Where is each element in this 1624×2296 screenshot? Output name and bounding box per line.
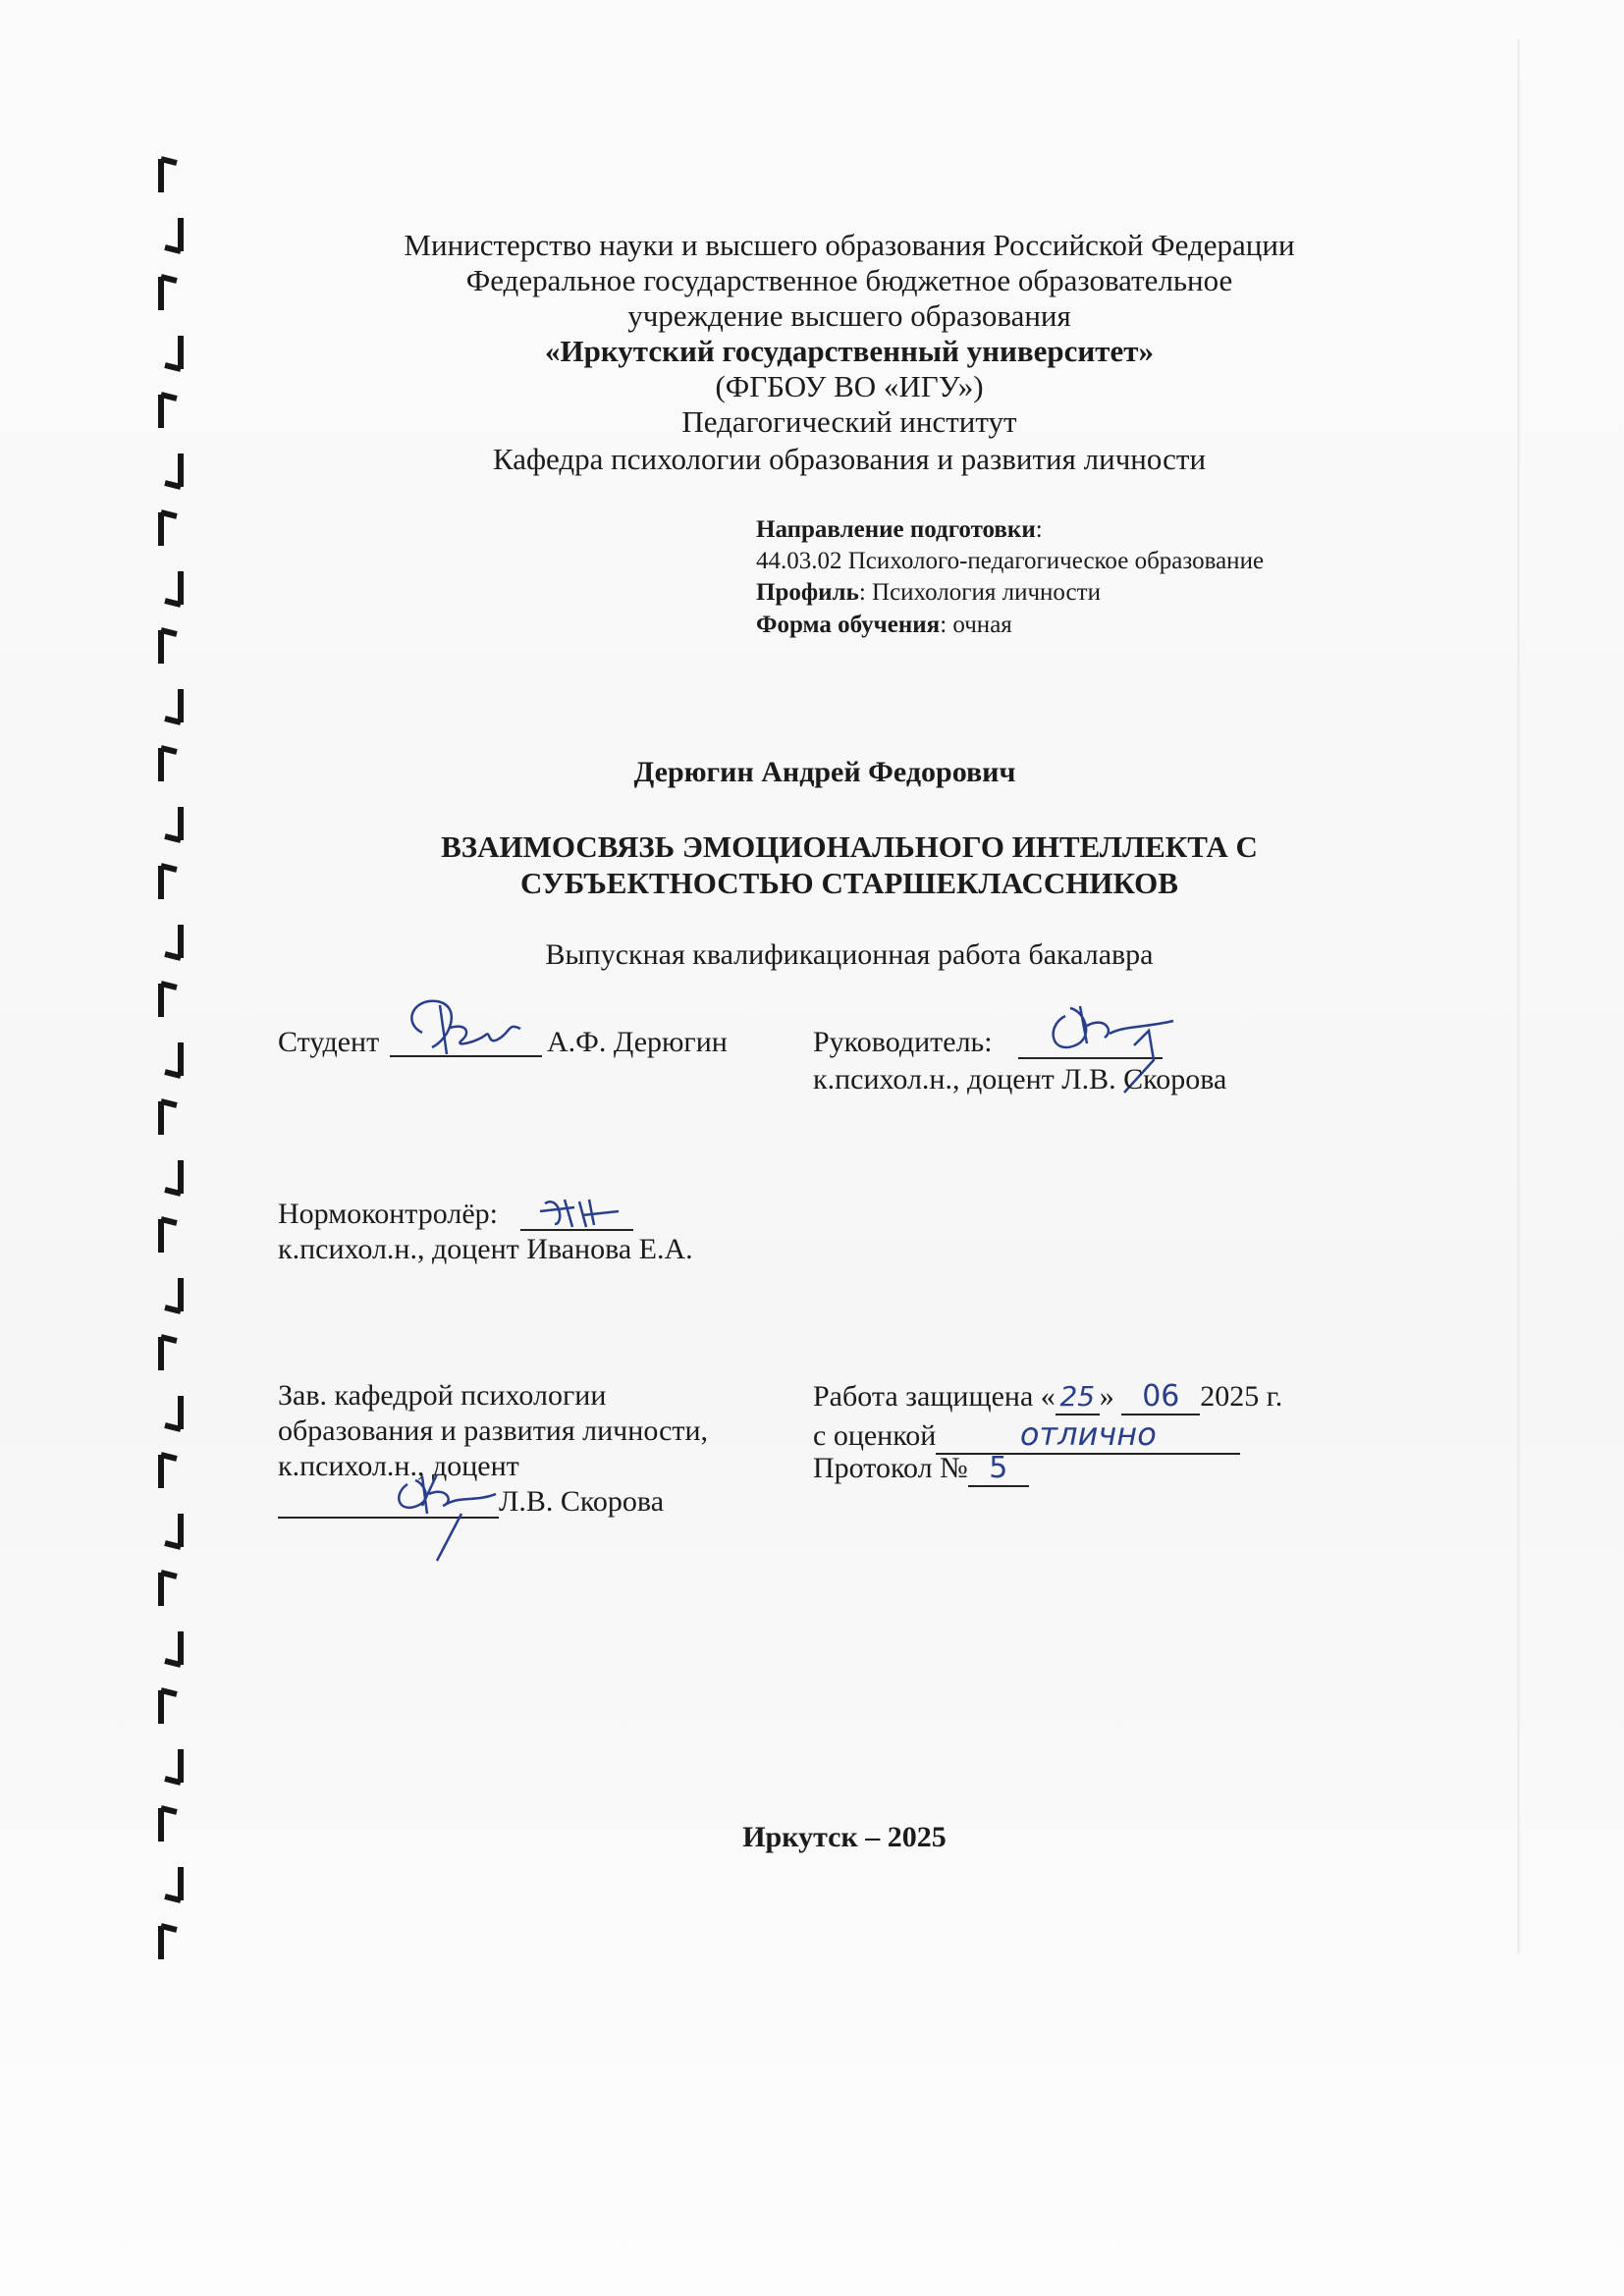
head-signature — [378, 1445, 506, 1563]
binding-ring — [161, 159, 177, 192]
binding-ring — [161, 1926, 177, 1959]
defense-date-mid: » — [1099, 1380, 1114, 1413]
binding-ring — [165, 336, 181, 369]
protocol-number: 5 — [989, 1451, 1008, 1485]
author-name: Дерюгин Андрей Федорович — [633, 756, 1016, 788]
binding-ring — [161, 395, 177, 428]
direction-code: 44.03.02 Психолого-педагогическое образование — [756, 548, 1265, 574]
city-year: Иркутск – 2025 — [742, 1821, 947, 1853]
protocol-field — [968, 1451, 1029, 1487]
binding-ring — [161, 1337, 177, 1370]
binding-ring — [161, 1690, 177, 1724]
binding-ring — [165, 1160, 181, 1194]
normcontrol-name: к.психол.н., доцент Иванова Е.А. — [278, 1233, 693, 1265]
defense-date-line — [813, 1379, 1282, 1415]
binding-ring — [165, 925, 181, 958]
binding-ring — [161, 512, 177, 546]
student-signature — [393, 993, 540, 1067]
binding-ring — [165, 571, 181, 605]
head-line-3: к.психол.н., доцент — [278, 1450, 519, 1482]
protocol-label: Протокол № — [813, 1452, 968, 1484]
binding-ring — [161, 630, 177, 664]
student-name: А.Ф. Дерюгин — [547, 1026, 728, 1058]
student-label: Студент — [278, 1026, 380, 1058]
binding-ring — [161, 866, 177, 899]
binding-ring — [161, 1219, 177, 1253]
grade-label: с оценкой — [813, 1419, 937, 1452]
grade-field — [936, 1415, 1240, 1455]
ministry-line: Министерство науки и высшего образования Российской Федерации — [404, 228, 1295, 262]
direction-colon: : — [1035, 516, 1043, 543]
binding-ring — [165, 1514, 181, 1547]
institution-line-1: Федеральное государственное бюджетное образовательное — [465, 263, 1233, 297]
binding-ring — [165, 1867, 181, 1900]
spiral-binding — [147, 147, 206, 1973]
binding-ring — [165, 1396, 181, 1429]
binding-ring — [165, 689, 181, 722]
university-abbr: (ФГБОУ ВО «ИГУ») — [715, 369, 984, 403]
binding-ring — [165, 454, 181, 487]
defense-year: 2025 г. — [1200, 1380, 1283, 1413]
university-name: «Иркутский государственный университет» — [545, 334, 1154, 368]
sheet-edge-shadow — [1517, 39, 1520, 1953]
binding-ring — [161, 748, 177, 781]
thesis-title-line-1: ВЗАИМОСВЯЗЬ ЭМОЦИОНАЛЬНОГО ИНТЕЛЛЕКТА С — [441, 829, 1258, 864]
supervisor-name: к.психол.н., доцент Л.В. Скорова — [813, 1063, 1227, 1095]
head-line-1: Зав. кафедрой психологии — [278, 1379, 607, 1412]
grade-value: отлично — [1019, 1415, 1157, 1453]
supervisor-label: Руководитель: — [813, 1026, 993, 1058]
profile-label: Профиль — [756, 579, 859, 606]
defense-month: 06 — [1142, 1379, 1180, 1414]
study-form-line — [756, 610, 1012, 640]
direction-label: Направление подготовки — [756, 516, 1036, 543]
protocol-line — [813, 1451, 1029, 1487]
defense-grade-line — [813, 1415, 1240, 1455]
defense-date-prefix: Работа защищена « — [813, 1380, 1056, 1413]
normcontrol-label: Нормоконтролёр: — [278, 1198, 499, 1230]
binding-ring — [165, 1278, 181, 1311]
profile-line — [756, 577, 1101, 608]
thesis-title-line-2: СУБЪЕКТНОСТЬЮ СТАРШЕКЛАССНИКОВ — [520, 866, 1178, 900]
study-form-value: : очная — [940, 612, 1012, 638]
binding-ring — [165, 1042, 181, 1076]
institute-name: Педагогический институт — [681, 404, 1017, 439]
binding-ring — [161, 277, 177, 310]
profile-value: : Психология личности — [858, 579, 1101, 606]
head-name: Л.В. Скорова — [499, 1485, 665, 1518]
normcontrol-signature — [535, 1190, 633, 1234]
direction-label-line — [756, 514, 1043, 545]
binding-ring — [161, 1101, 177, 1135]
defense-day-field — [1056, 1380, 1100, 1415]
binding-ring — [161, 1808, 177, 1842]
work-type: Выпускная квалификационная работа бакалавра — [545, 938, 1154, 971]
binding-ring — [165, 218, 181, 251]
institution-line-2: учреждение высшего образования — [627, 298, 1071, 333]
department-name: Кафедра психологии образования и развития личности — [492, 442, 1207, 476]
binding-ring — [165, 1631, 181, 1665]
binding-ring — [161, 1455, 177, 1488]
defense-month-field — [1121, 1379, 1200, 1415]
binding-ring — [161, 1573, 177, 1606]
defense-day: 25 — [1059, 1380, 1096, 1413]
binding-ring — [165, 807, 181, 840]
binding-ring — [161, 984, 177, 1017]
study-form-label: Форма обучения — [756, 612, 941, 638]
head-line-2: образования и развития личности, — [278, 1415, 709, 1447]
binding-ring — [165, 1749, 181, 1783]
